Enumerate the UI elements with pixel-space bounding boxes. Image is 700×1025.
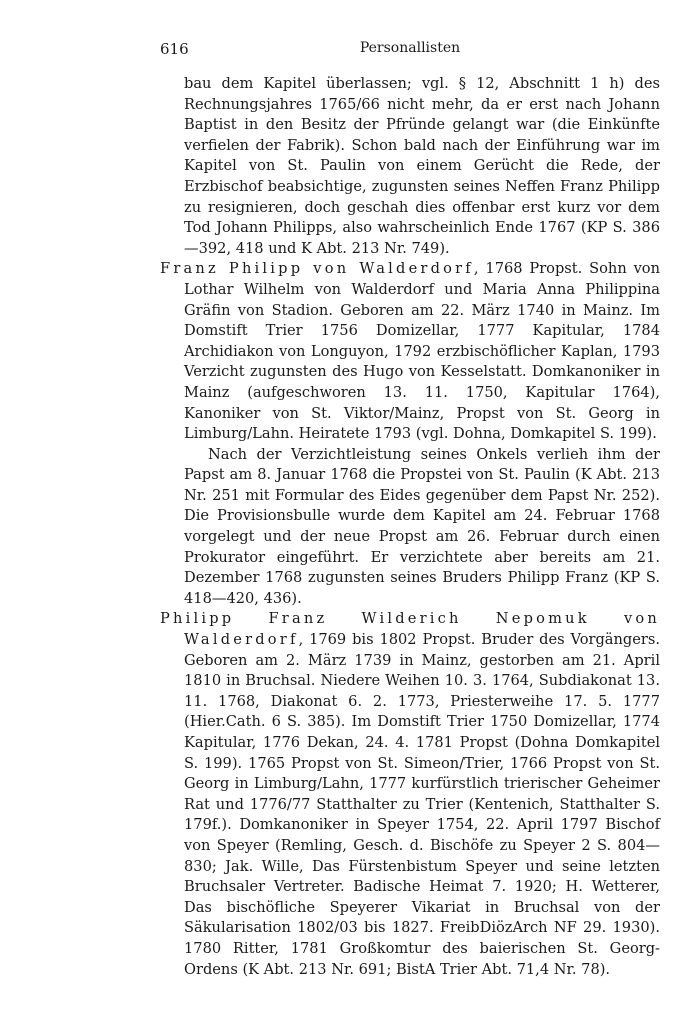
- entry-philipp-franz: [160, 609, 660, 980]
- entry-text: , 1768 Propst. Sohn von Lothar Wilhelm von Walderdorf und Maria Anna Philippina Gräfin von Stadion. Geboren am 22. März 1740 in Mainz. Im Domstift Trier 1756 Domizellar, 1777 Kapitular, 1784 Archidiakon von Longuyon, 1792 erzbischöflicher Kaplan, 1793 Verzicht zugunsten des Hugo von Kesselstatt. Domkanoniker in Mainz (aufgeschworen 13. 11. 1750, Kapitular 1764), Kanoniker von St. Viktor/Mainz, Propst von St. Georg in Limburg/Lahn. Heiratete 1793 (vgl. Dohna, Domkapitel S. 199).: [184, 260, 660, 443]
- running-head: [160, 40, 660, 62]
- person-name: Philipp Franz Wilderich Nepomuk von Walderdorf: [160, 610, 660, 649]
- entry-text: , 1769 bis 1802 Propst. Bruder des Vorgängers. Geboren am 2. März 1739 in Mainz, gestorben am 21. April 1810 in Bruchsal. Niedere Weihen 10. 3. 1764, Subdiakonat 13. 11. 1768, Diakonat 6. 2. 1773, Priesterweihe 17. 5. 1777 (Hier.Cath. 6 S. 385). Im Domstift Trier 1750 Domizellar, 1774 Kapitular, 1776 Dekan, 24. 4. 1781 Propst (Dohna Domkapitel S. 199). 1765 Propst von St. Simeon/Trier, 1766 Propst von St. Georg in Limburg/Lahn, 1777 kurfürstlich trierischer Geheimer Rat und 1776/77 Statthalter zu Trier (Kentenich, Statthalter S. 179f.). Domkanoniker in Speyer 1754, 22. April 1797 Bischof von Speyer (Remling, Gesch. d. Bischöfe zu Speyer 2 S. 804—830; Jak. Wille, Das Fürstenbistum Speyer und seine letzten Bruchsaler Vertreter. Badische Heimat 7. 1920; H. Wetterer, Das bischöfliche Speyerer Vikariat in Bruchsal von der Säkularisation 1802/03 bis 1827. FreibDiözArch NF 29. 1930). 1780 Ritter, 1781 Großkomtur des baierischen St. Georg-Ordens (K Abt. 213 Nr. 691; BistA Trier Abt. 71,4 Nr. 78).: [184, 631, 660, 978]
- paragraph-provision: Nach der Verzichtleistung seines Onkels verlieh ihm der Papst am 8. Januar 1768 die Propstei von St. Paulin (K Abt. 213 Nr. 251 mit Formular des Eides gegenüber dem Papst Nr. 252). Die Provisionsbulle wurde dem Kapitel am 24. Februar 1768 vorgelegt und der neue Propst am 26. Februar durch einen Prokurator eingeführt. Er verzichtete aber bereits am 21. Dezember 1768 zugunsten seines Bruders Philipp Franz (KP S. 418—420, 436).: [184, 445, 660, 607]
- body-text: [160, 74, 660, 980]
- running-title: Personallisten: [359, 40, 461, 56]
- page-number: 616: [160, 40, 189, 58]
- paragraph-continuation: bau dem Kapitel überlassen; vgl. § 12, Abschnitt 1 h) des Rechnungsjahres 1765/66 nicht mehr, da er erst nach Johann Baptist in den Besitz der Pfründe gelangt war (die Einkünfte verfielen der Fabrik). Schon bald nach der Einführung war im Kapitel von St. Paulin von einem Gerücht die Rede, der Erzbischof beabsichtige, zugunsten seines Neffen Franz Philipp zu resignieren, doch geschah dies offenbar erst kurz vor dem Tod Johann Philipps, also wahrscheinlich Ende 1767 (KP S. 386—392, 418 und K Abt. 213 Nr. 749).: [184, 75, 660, 257]
- person-name: Franz Philipp von Walderdorf: [160, 260, 474, 278]
- entry-franz-philipp: [160, 259, 660, 444]
